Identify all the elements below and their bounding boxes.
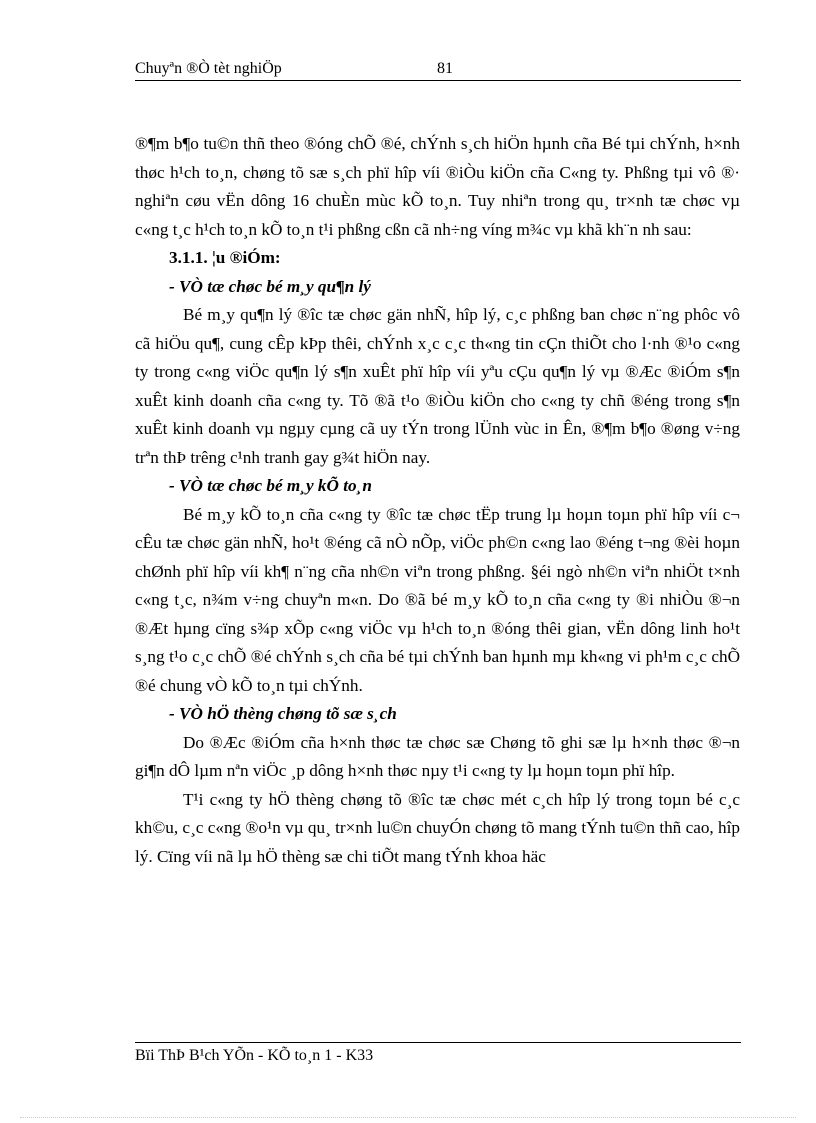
body-text — [135, 130, 740, 871]
page-header — [135, 58, 740, 80]
paragraph: ®¶m b¶o tu©n thñ theo ®óng chÕ ®é, chÝnh s¸ch hiÖn hµnh cña Bé tµi chÝnh, h×nh thøc h¹ch to¸n, chøng tõ sæ s¸ch phï hîp víi ®iÒu kiÖn cña C«ng ty. Phßng tµi vô ®· nghiªn cøu vËn dông 16 chuÈn mùc kÕ to¸n. Tuy nhiªn trong qu¸ tr×nh tæ chøc vµ c«ng t¸c h¹ch to¸n kÕ to¸n t¹i phßng cßn cã nh÷ng víng m¾c vµ khã kh¨n nh sau: — [135, 134, 740, 239]
header-divider — [135, 80, 741, 81]
paragraph: Bé m¸y qu¶n lý ®îc tæ chøc gän nhÑ, hîp lý, c¸c phßng ban chøc n¨ng phôc vô cã hiÖu qu¶, cung cÊp kÞp thêi, chÝnh x¸c c¸c th«ng tin cÇn thiÕt cho l·nh ®¹o c«ng ty trong c«ng viÖc qu¶n lý s¶n xuÊt phï hîp víi yªu cÇu qu¶n lý vµ ®Æc ®iÓm s¶n xuÊt kinh doanh cña c«ng ty. Tõ ®ã t¹o ®iÒu kiÖn cho c«ng ty chñ ®éng trong s¶n xuÊt kinh doanh vµ ngµy cµng cã uy tÝn trong lÜnh vùc in Ên, ®¶m b¶o ®øng v÷ng trªn thÞ trêng c¹nh tranh gay g¾t hiÖn nay. — [135, 305, 740, 467]
footer-divider — [135, 1042, 741, 1043]
subsection-heading: - VÒ hÖ thèng chøng tõ sæ s¸ch — [169, 704, 397, 723]
subsection-heading: - VÒ tæ chøc bé m¸y kÕ to¸n — [169, 476, 372, 495]
subsection-heading: - VÒ tæ chøc bé m¸y qu¶n lý — [169, 276, 371, 296]
paragraph: Bé m¸y kÕ to¸n cña c«ng ty ®îc tæ chøc tËp trung lµ hoµn toµn phï hîp víi c¬ cÊu tæ chøc gän nhÑ, ho¹t ®éng cã nÒ nÕp, viÖc ph©n c«ng lao ®éng t¬ng ®èi hoµn chØnh phï hîp víi kh¶ n¨ng cña nh©n viªn trong phßng. §éi ngò nh©n viªn nhiÖt t×nh c«ng t¸c, n¾m v÷ng chuyªn m«n. Do ®ã bé m¸y kÕ to¸n cña c«ng ty ®i nhiÒu ®¬n ®Æt hµng cïng s¾p xÕp c«ng viÖc vµ h¹ch to¸n ®óng thêi gian, vËn dông linh ho¹t s¸ng t¹o c¸c chÕ ®é chÝnh s¸ch cña bé tµi chÝnh ban hµnh mµ kh«ng vi ph¹m c¸c chÕ ®é chung vÒ kÕ to¸n tµi chÝnh. — [135, 504, 740, 695]
document-title: Chuyªn ®Ò tèt nghiÖp — [135, 60, 282, 77]
paragraph: Do ®Æc ®iÓm cña h×nh thøc tæ chøc sæ Chøng tõ ghi sæ lµ h×nh thøc ®¬n gi¶n dÔ lµm nªn viÖc ¸p dông h×nh thøc nµy t¹i c«ng ty lµ hoµn toµn phï hîp. — [135, 732, 740, 780]
paragraph: T¹i c«ng ty hÖ thèng chøng tõ ®îc tæ chøc mét c¸ch hîp lý trong toµn bé c¸c kh©u, c¸c c«ng ®o¹n vµ qu¸ tr×nh lu©n chuyÓn chøng tõ mang tÝnh tu©n thñ cao, hîp lý. Cïng víi nã lµ hÖ thèng sæ chi tiÕt mang tÝnh khoa häc — [135, 789, 740, 866]
page-bottom-border — [20, 1117, 796, 1118]
page-footer: Bïi ThÞ B¹ch YÕn - KÕ to¸n 1 - K33 — [135, 1047, 374, 1064]
section-heading: 3.1.1. ¦u ®iÓm: — [169, 248, 281, 267]
page-number: 81 — [437, 60, 453, 77]
